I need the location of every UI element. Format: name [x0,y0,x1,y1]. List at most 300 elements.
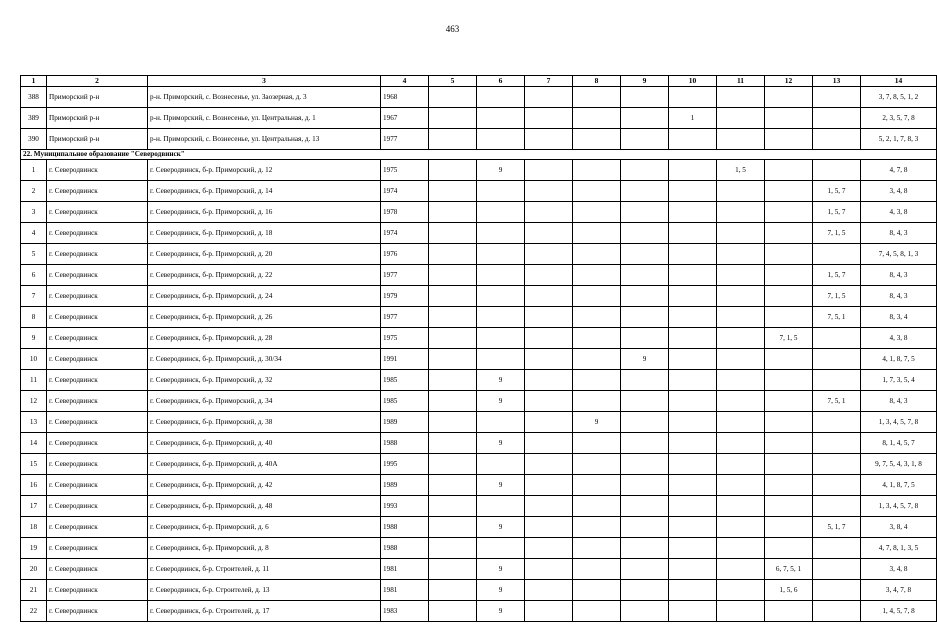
table-cell [573,559,621,580]
column-header: 10 [669,76,717,87]
table-cell [813,129,861,150]
table-cell: 3, 4, 7, 8 [861,580,937,601]
table-cell [669,538,717,559]
table-cell [813,454,861,475]
table-cell [717,108,765,129]
table-row [21,202,937,223]
table-cell: г. Северодвинск, б-р. Строителей, д. 17 [148,601,381,622]
section-row [21,150,937,160]
table-cell: г. Северодвинск, б-р. Приморский, д. 28 [148,328,381,349]
table-row [21,412,937,433]
table-cell: 1968 [381,87,429,108]
table-cell: г. Северодвинск [47,265,148,286]
table-cell: 6, 7, 5, 1 [765,559,813,580]
table-cell [813,538,861,559]
table-cell [813,496,861,517]
table-cell: 5, 2, 1, 7, 8, 3 [861,129,937,150]
table-cell [621,286,669,307]
table-cell: г. Северодвинск, б-р. Приморский, д. 40 [148,433,381,454]
table-cell [765,181,813,202]
table-cell [477,108,525,129]
table-cell: г. Северодвинск [47,433,148,454]
table-cell [477,538,525,559]
table-cell [525,559,573,580]
table-cell: г. Северодвинск, б-р. Приморский, д. 24 [148,286,381,307]
table-cell [621,496,669,517]
table-cell [525,349,573,370]
table-cell [765,349,813,370]
table-row [21,433,937,454]
table-cell [765,286,813,307]
table-cell [429,223,477,244]
table-cell [429,202,477,223]
table-cell [525,496,573,517]
table-row [21,265,937,286]
table-cell: Приморский р-н [47,108,148,129]
table-cell [621,108,669,129]
table-cell: г. Северодвинск, б-р. Приморский, д. 26 [148,307,381,328]
table-cell [669,580,717,601]
table-cell [669,244,717,265]
table-cell: 1976 [381,244,429,265]
table-cell: 9 [21,328,47,349]
table-cell [573,286,621,307]
table-cell [813,349,861,370]
table-cell [765,202,813,223]
table-cell: г. Северодвинск [47,454,148,475]
table-cell [573,496,621,517]
table-cell: 9 [477,370,525,391]
table-cell: 1991 [381,349,429,370]
table-cell: 6 [21,265,47,286]
table-cell [621,370,669,391]
table-cell: 1975 [381,160,429,181]
table-cell: Приморский р-н [47,129,148,150]
table-cell [429,181,477,202]
table-cell: 7, 4, 5, 8, 1, 3 [861,244,937,265]
table-cell: г. Северодвинск, б-р. Приморский, д. 18 [148,223,381,244]
table-cell: 20 [21,559,47,580]
table-cell: г. Северодвинск, б-р. Приморский, д. 6 [148,517,381,538]
table-cell [813,475,861,496]
table-cell [573,265,621,286]
table-cell: 4, 3, 8 [861,202,937,223]
table-row [21,87,937,108]
table-row [21,517,937,538]
table-cell [573,433,621,454]
table-cell [717,412,765,433]
table-cell [717,454,765,475]
table-cell [525,433,573,454]
table-cell [717,244,765,265]
table-cell: 1995 [381,454,429,475]
table-cell [669,129,717,150]
table-cell [765,87,813,108]
table-row [21,475,937,496]
table-cell [669,454,717,475]
table-cell [669,475,717,496]
table-cell [765,160,813,181]
table-cell [717,265,765,286]
table-cell [813,328,861,349]
table-cell: 1993 [381,496,429,517]
table-cell [669,601,717,622]
table-cell: 13 [21,412,47,433]
table-cell: 1989 [381,412,429,433]
table-cell [573,328,621,349]
table-cell [669,87,717,108]
table-cell [525,87,573,108]
table-cell: 14 [21,433,47,454]
table-cell [525,370,573,391]
table-cell: г. Северодвинск [47,601,148,622]
page-number: 463 [445,24,460,34]
table-cell [525,580,573,601]
table-cell [621,559,669,580]
table-cell [621,391,669,412]
table-cell: г. Северодвинск, б-р. Приморский, д. 16 [148,202,381,223]
table-cell [525,307,573,328]
table-cell: 1989 [381,475,429,496]
table-cell [717,391,765,412]
table-cell [621,181,669,202]
table-cell [717,87,765,108]
table-cell [477,223,525,244]
table-row [21,370,937,391]
table-cell [429,307,477,328]
table-cell: 3, 4, 8 [861,181,937,202]
table-cell: г. Северодвинск [47,391,148,412]
table-cell [621,538,669,559]
table-cell: 1, 3, 4, 5, 7, 8 [861,496,937,517]
table-cell: 1985 [381,370,429,391]
table-cell: 7 [21,286,47,307]
table-body [21,76,937,622]
header-row [21,76,937,87]
table-cell [573,223,621,244]
table-cell [525,244,573,265]
table-row [21,454,937,475]
table-cell [573,391,621,412]
table-cell: г. Северодвинск, б-р. Приморский, д. 20 [148,244,381,265]
table-cell: г. Северодвинск, б-р. Приморский, д. 48 [148,496,381,517]
table-cell [477,87,525,108]
table-cell: 1967 [381,108,429,129]
table-cell [717,559,765,580]
table-cell [669,412,717,433]
table-cell: р-н. Приморский, с. Вознесенье, ул. Центральная, д. 13 [148,129,381,150]
table-cell: г. Северодвинск [47,328,148,349]
table-cell [477,202,525,223]
table-cell: г. Северодвинск [47,223,148,244]
table-cell: 2 [21,181,47,202]
table-cell [621,129,669,150]
table-cell: 1 [21,160,47,181]
table-cell [765,307,813,328]
table-cell: 21 [21,580,47,601]
table-cell [573,349,621,370]
table-cell [525,538,573,559]
table-cell: р-н. Приморский, с. Вознесенье, ул. Заозерная, д. 3 [148,87,381,108]
table-row [21,496,937,517]
table-cell: 18 [21,517,47,538]
table-row [21,129,937,150]
table-cell: 17 [21,496,47,517]
table-cell [717,433,765,454]
table-cell [717,475,765,496]
table-cell: 3, 4, 8 [861,559,937,580]
table-cell: г. Северодвинск [47,496,148,517]
table-cell [669,202,717,223]
table-cell [477,496,525,517]
table-cell [765,538,813,559]
table-cell [669,559,717,580]
table-cell [573,601,621,622]
table-cell [525,601,573,622]
table-cell [669,286,717,307]
table-cell: 4, 7, 8 [861,160,937,181]
table-cell [621,475,669,496]
table-cell [429,391,477,412]
table-cell [621,601,669,622]
table-cell [765,370,813,391]
table-cell [573,517,621,538]
table-cell [429,433,477,454]
table-cell [717,223,765,244]
table-cell: г. Северодвинск, б-р. Приморский, д. 32 [148,370,381,391]
table-cell [813,87,861,108]
table-cell: 1988 [381,538,429,559]
table-cell [813,559,861,580]
column-header: 3 [148,76,381,87]
table-cell: 1977 [381,129,429,150]
table-cell: 1 [669,108,717,129]
table-cell: 5 [21,244,47,265]
table-cell [525,160,573,181]
table-cell [477,181,525,202]
table-cell: 7, 5, 1 [813,307,861,328]
table-cell: 4, 1, 8, 7, 5 [861,475,937,496]
table-cell [429,517,477,538]
table-cell [477,286,525,307]
table-cell: 8, 4, 3 [861,265,937,286]
table-cell: г. Северодвинск [47,244,148,265]
table-cell [669,370,717,391]
table-cell: 1985 [381,391,429,412]
table-cell [669,328,717,349]
table-cell: 1975 [381,328,429,349]
table-cell [765,129,813,150]
table-cell [429,244,477,265]
table-cell: г. Северодвинск, б-р. Строителей, д. 11 [148,559,381,580]
table-cell [429,87,477,108]
column-header: 14 [861,76,937,87]
table-cell: 19 [21,538,47,559]
table-cell [717,328,765,349]
column-header: 9 [621,76,669,87]
table-cell: г. Северодвинск [47,475,148,496]
table-cell [429,601,477,622]
table-cell [621,580,669,601]
table-cell [717,286,765,307]
table-cell: 9 [477,391,525,412]
table-cell [573,108,621,129]
table-cell [717,538,765,559]
table-row [21,181,937,202]
table-cell [717,202,765,223]
table-cell: 7, 1, 5 [765,328,813,349]
table-cell [573,244,621,265]
table-cell [717,370,765,391]
column-header: 12 [765,76,813,87]
table-cell: 8, 4, 3 [861,286,937,307]
table-cell [525,328,573,349]
table-cell [669,307,717,328]
table-row [21,601,937,622]
table-cell [525,286,573,307]
table-cell: 3 [21,202,47,223]
column-header: 1 [21,76,47,87]
table-cell: г. Северодвинск [47,160,148,181]
table-cell: 1979 [381,286,429,307]
table-cell [429,265,477,286]
table-cell: 390 [21,129,47,150]
table-cell [717,181,765,202]
table-cell: г. Северодвинск, б-р. Приморский, д. 22 [148,265,381,286]
table-cell [765,517,813,538]
table-cell [717,601,765,622]
table-cell [525,412,573,433]
table-cell [717,517,765,538]
table-cell: г. Северодвинск, б-р. Приморский, д. 8 [148,538,381,559]
table-cell [813,244,861,265]
table-cell: 9, 7, 5, 4, 3, 1, 8 [861,454,937,475]
column-header: 7 [525,76,573,87]
table-cell [765,601,813,622]
table-row [21,108,937,129]
table-cell [429,412,477,433]
table-cell: г. Северодвинск [47,538,148,559]
table-cell [669,181,717,202]
table-row [21,223,937,244]
table-cell [573,202,621,223]
table-row [21,307,937,328]
table-cell: 9 [477,601,525,622]
table-cell [669,391,717,412]
column-header: 11 [717,76,765,87]
table-cell: 9 [477,580,525,601]
table-cell [429,475,477,496]
table-cell [573,181,621,202]
table-cell: г. Северодвинск, б-р. Приморский, д. 34 [148,391,381,412]
table-cell [573,160,621,181]
column-header: 4 [381,76,429,87]
table-cell [525,391,573,412]
table-cell [573,475,621,496]
table-cell [813,370,861,391]
table-cell [429,129,477,150]
table-cell [717,307,765,328]
table-cell [813,601,861,622]
table-cell [525,517,573,538]
table-cell: г. Северодвинск [47,307,148,328]
table-cell [765,223,813,244]
table-cell: 1988 [381,433,429,454]
table-cell [525,265,573,286]
table-cell [429,370,477,391]
table-cell [477,349,525,370]
table-cell [669,349,717,370]
table-cell [429,496,477,517]
table-cell: Приморский р-н [47,87,148,108]
column-header: 5 [429,76,477,87]
table-cell [669,433,717,454]
table-cell [621,433,669,454]
table-cell [813,433,861,454]
table-cell [765,244,813,265]
table-cell [765,454,813,475]
table-cell: 8, 3, 4 [861,307,937,328]
table-cell [573,370,621,391]
table-cell: 1, 5, 7 [813,202,861,223]
table-cell: 5, 1, 7 [813,517,861,538]
table-cell: г. Северодвинск [47,517,148,538]
column-header: 2 [47,76,148,87]
table-cell [765,412,813,433]
table-cell [429,108,477,129]
table-cell: 4, 7, 8, 1, 3, 5 [861,538,937,559]
table-cell: 9 [477,517,525,538]
table-cell: 9 [477,160,525,181]
table-cell: 9 [477,433,525,454]
table-cell: 9 [573,412,621,433]
table-cell [669,160,717,181]
table-cell [429,160,477,181]
table-cell [621,454,669,475]
table-cell [429,538,477,559]
table-cell [621,87,669,108]
table-cell: 1981 [381,580,429,601]
table-row [21,391,937,412]
table-cell [621,265,669,286]
table-cell [669,517,717,538]
table-cell: 1, 5, 6 [765,580,813,601]
table-cell [525,475,573,496]
table-cell [573,129,621,150]
table-row [21,349,937,370]
table-cell [573,87,621,108]
table-cell [429,286,477,307]
table-cell: 1977 [381,265,429,286]
table-cell: 8 [21,307,47,328]
table-row [21,286,937,307]
table-cell [573,454,621,475]
table-cell [477,129,525,150]
table-cell [477,265,525,286]
table-cell [669,223,717,244]
table-cell: 8, 1, 4, 5, 7 [861,433,937,454]
table-cell [813,108,861,129]
table-cell: 1, 5 [717,160,765,181]
table-cell [525,202,573,223]
table-cell [429,580,477,601]
table-cell [477,307,525,328]
table-cell: 7, 1, 5 [813,286,861,307]
table-row [21,160,937,181]
table-cell: 7, 1, 5 [813,223,861,244]
table-cell [525,129,573,150]
table-cell: 11 [21,370,47,391]
